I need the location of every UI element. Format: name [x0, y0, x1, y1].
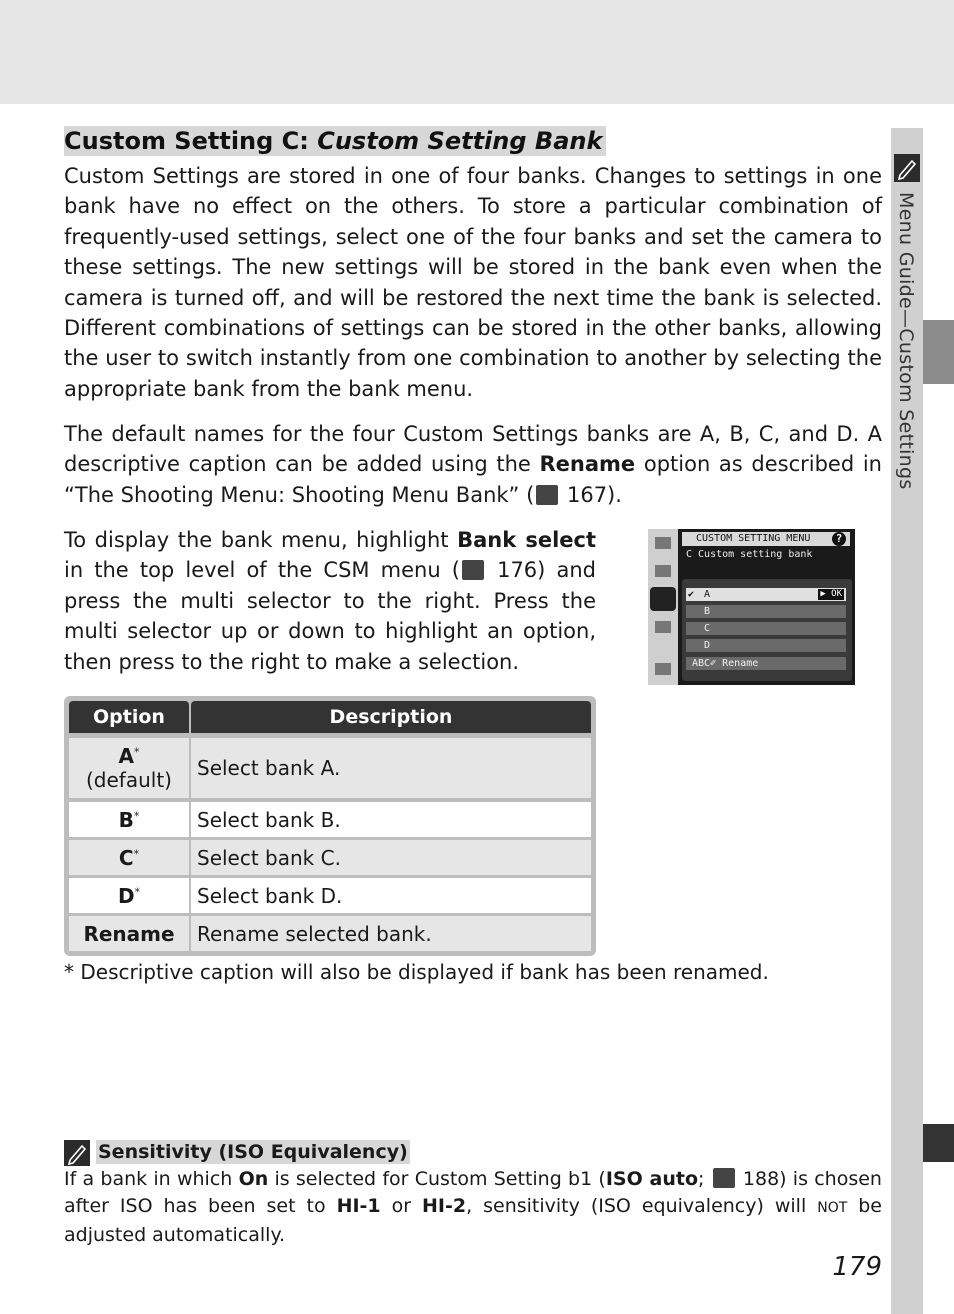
list-item[interactable]: [686, 605, 846, 618]
top-band: [0, 0, 954, 104]
heading-prefix: Custom Setting C:: [64, 127, 318, 155]
footnote-mark: *: [134, 884, 141, 898]
paragraph-bank-menu: [64, 525, 596, 677]
pencil-icon: [894, 154, 920, 182]
list-item-label: A: [704, 589, 711, 600]
note-title: Sensitivity (ISO Equivalency): [98, 1141, 408, 1163]
pencil-icon: [64, 1140, 90, 1166]
column-header-option: Option: [69, 701, 189, 733]
paragraph-banks: Custom Settings are stored in one of four banks. Changes to settings in one bank have no effect on the others. To store a particular combination of frequently-used settings, select one of the four banks and set the camera to these settings. The new settings will be stored in the bank even when the camera is turned off, and will be restored the next time the bank is selected. Different combinations of settings can be stored in the other banks, allowing the user to switch instantly from one combination to another by selecting the appropriate bank from the bank menu.: [64, 164, 882, 401]
footnote-mark: *: [133, 846, 140, 860]
side-tab-label: Menu Guide—Custom Settings: [895, 192, 917, 490]
note-bold: HI-2: [422, 1195, 467, 1217]
table-row-description: Rename selected bank.: [191, 916, 591, 951]
side-tab-marker: [923, 320, 954, 384]
list-item-label: B: [704, 606, 711, 617]
option-default: (default): [86, 768, 172, 792]
note-bold: HI-1: [336, 1195, 381, 1217]
ok-indicator: ▶ OK: [820, 589, 842, 599]
note-text: or: [380, 1195, 423, 1217]
list-item-label: Rename: [722, 658, 759, 669]
page-number: 179: [832, 1252, 882, 1282]
p3-text-c: 176) and press the multi selector to the right. Press the multi selector up or down to highlight an option, then press to the right to make a selection.: [64, 558, 596, 674]
table-footnote: * Descriptive caption will also be displayed if bank has been renamed.: [64, 960, 769, 984]
section-heading: [64, 126, 606, 156]
note-text: ;: [698, 1168, 711, 1190]
recent-settings-icon: [655, 663, 671, 675]
page-reference-icon: [536, 485, 558, 505]
note-text: is selected for Custom Setting b1 (: [268, 1168, 606, 1190]
p3-text-b: in the top level of the CSM menu (: [64, 558, 460, 583]
p2-text-c: 167).: [560, 482, 622, 507]
note-small-caps: NOT: [817, 1200, 848, 1216]
p2-rename: Rename: [539, 452, 636, 477]
p3-bank-select: Bank select: [457, 528, 597, 552]
list-item-label: D: [704, 640, 711, 651]
screen-title-text: CUSTOM SETTING MENU: [696, 533, 811, 544]
table-row-description: Select bank C.: [191, 840, 591, 875]
help-icon: ?: [832, 532, 846, 546]
camera-icon: [655, 565, 671, 577]
paragraph-default-names: [64, 419, 882, 510]
note-text: , sensitivity (ISO equivalency) will: [466, 1195, 818, 1217]
table-row-description: Select bank B.: [191, 802, 591, 837]
list-item-label: C: [704, 623, 711, 634]
playback-icon: [655, 537, 671, 549]
page-reference-icon: [462, 560, 484, 580]
rename-icon: ABC✐: [692, 658, 717, 669]
pencil-icon: [650, 587, 676, 611]
note-text: be adjusted automatically.: [64, 1195, 882, 1246]
table-row-option: [69, 738, 189, 798]
note-text: 188) is chosen after ISO has been set to: [64, 1168, 882, 1217]
options-table: [64, 696, 596, 956]
camera-menu-screen: [648, 529, 855, 685]
note-text: If a bank in which: [64, 1168, 239, 1190]
list-item[interactable]: [686, 588, 846, 601]
list-item[interactable]: [686, 622, 846, 635]
table-row-option: [69, 840, 189, 875]
note-bold: ISO auto: [605, 1168, 699, 1190]
screen-title: [682, 532, 850, 546]
footnote-mark: *: [133, 745, 140, 759]
table-row-option: [69, 916, 189, 951]
option-name: B: [118, 807, 134, 832]
column-header-description: Description: [191, 701, 591, 733]
table-row-description: Select bank A.: [191, 738, 591, 798]
footnote-mark: *: [133, 808, 140, 822]
option-name: C: [118, 845, 134, 870]
p2-text-b: option as described in “The Shooting Menu: Shooting Menu Bank” (: [64, 452, 882, 507]
note-body: [64, 1166, 882, 1249]
p2-text-a: The default names for the four Custom Settings banks are A, B, C, and D. A descriptive caption can be added using the: [64, 422, 882, 477]
side-tab-bottom-marker: [923, 1124, 954, 1162]
screen-subtitle: C Custom setting bank: [686, 549, 813, 560]
check-icon: ✔: [688, 589, 695, 600]
list-item[interactable]: [686, 639, 846, 652]
option-name: D: [117, 883, 135, 908]
menu-tab-bar: [648, 529, 678, 685]
table-row-option: [69, 878, 189, 913]
table-row-option: [69, 802, 189, 837]
wrench-icon: [655, 621, 671, 633]
bank-list: [682, 579, 852, 681]
list-item[interactable]: [686, 657, 846, 670]
option-name: Rename: [83, 921, 175, 946]
page-reference-icon: [713, 1168, 735, 1188]
table-row-description: Select bank D.: [191, 878, 591, 913]
option-name: A: [118, 744, 134, 768]
p3-text-a: To display the bank menu, highlight: [64, 528, 458, 552]
heading-title: Custom Setting Bank: [317, 127, 603, 155]
note-bold: On: [238, 1168, 269, 1190]
